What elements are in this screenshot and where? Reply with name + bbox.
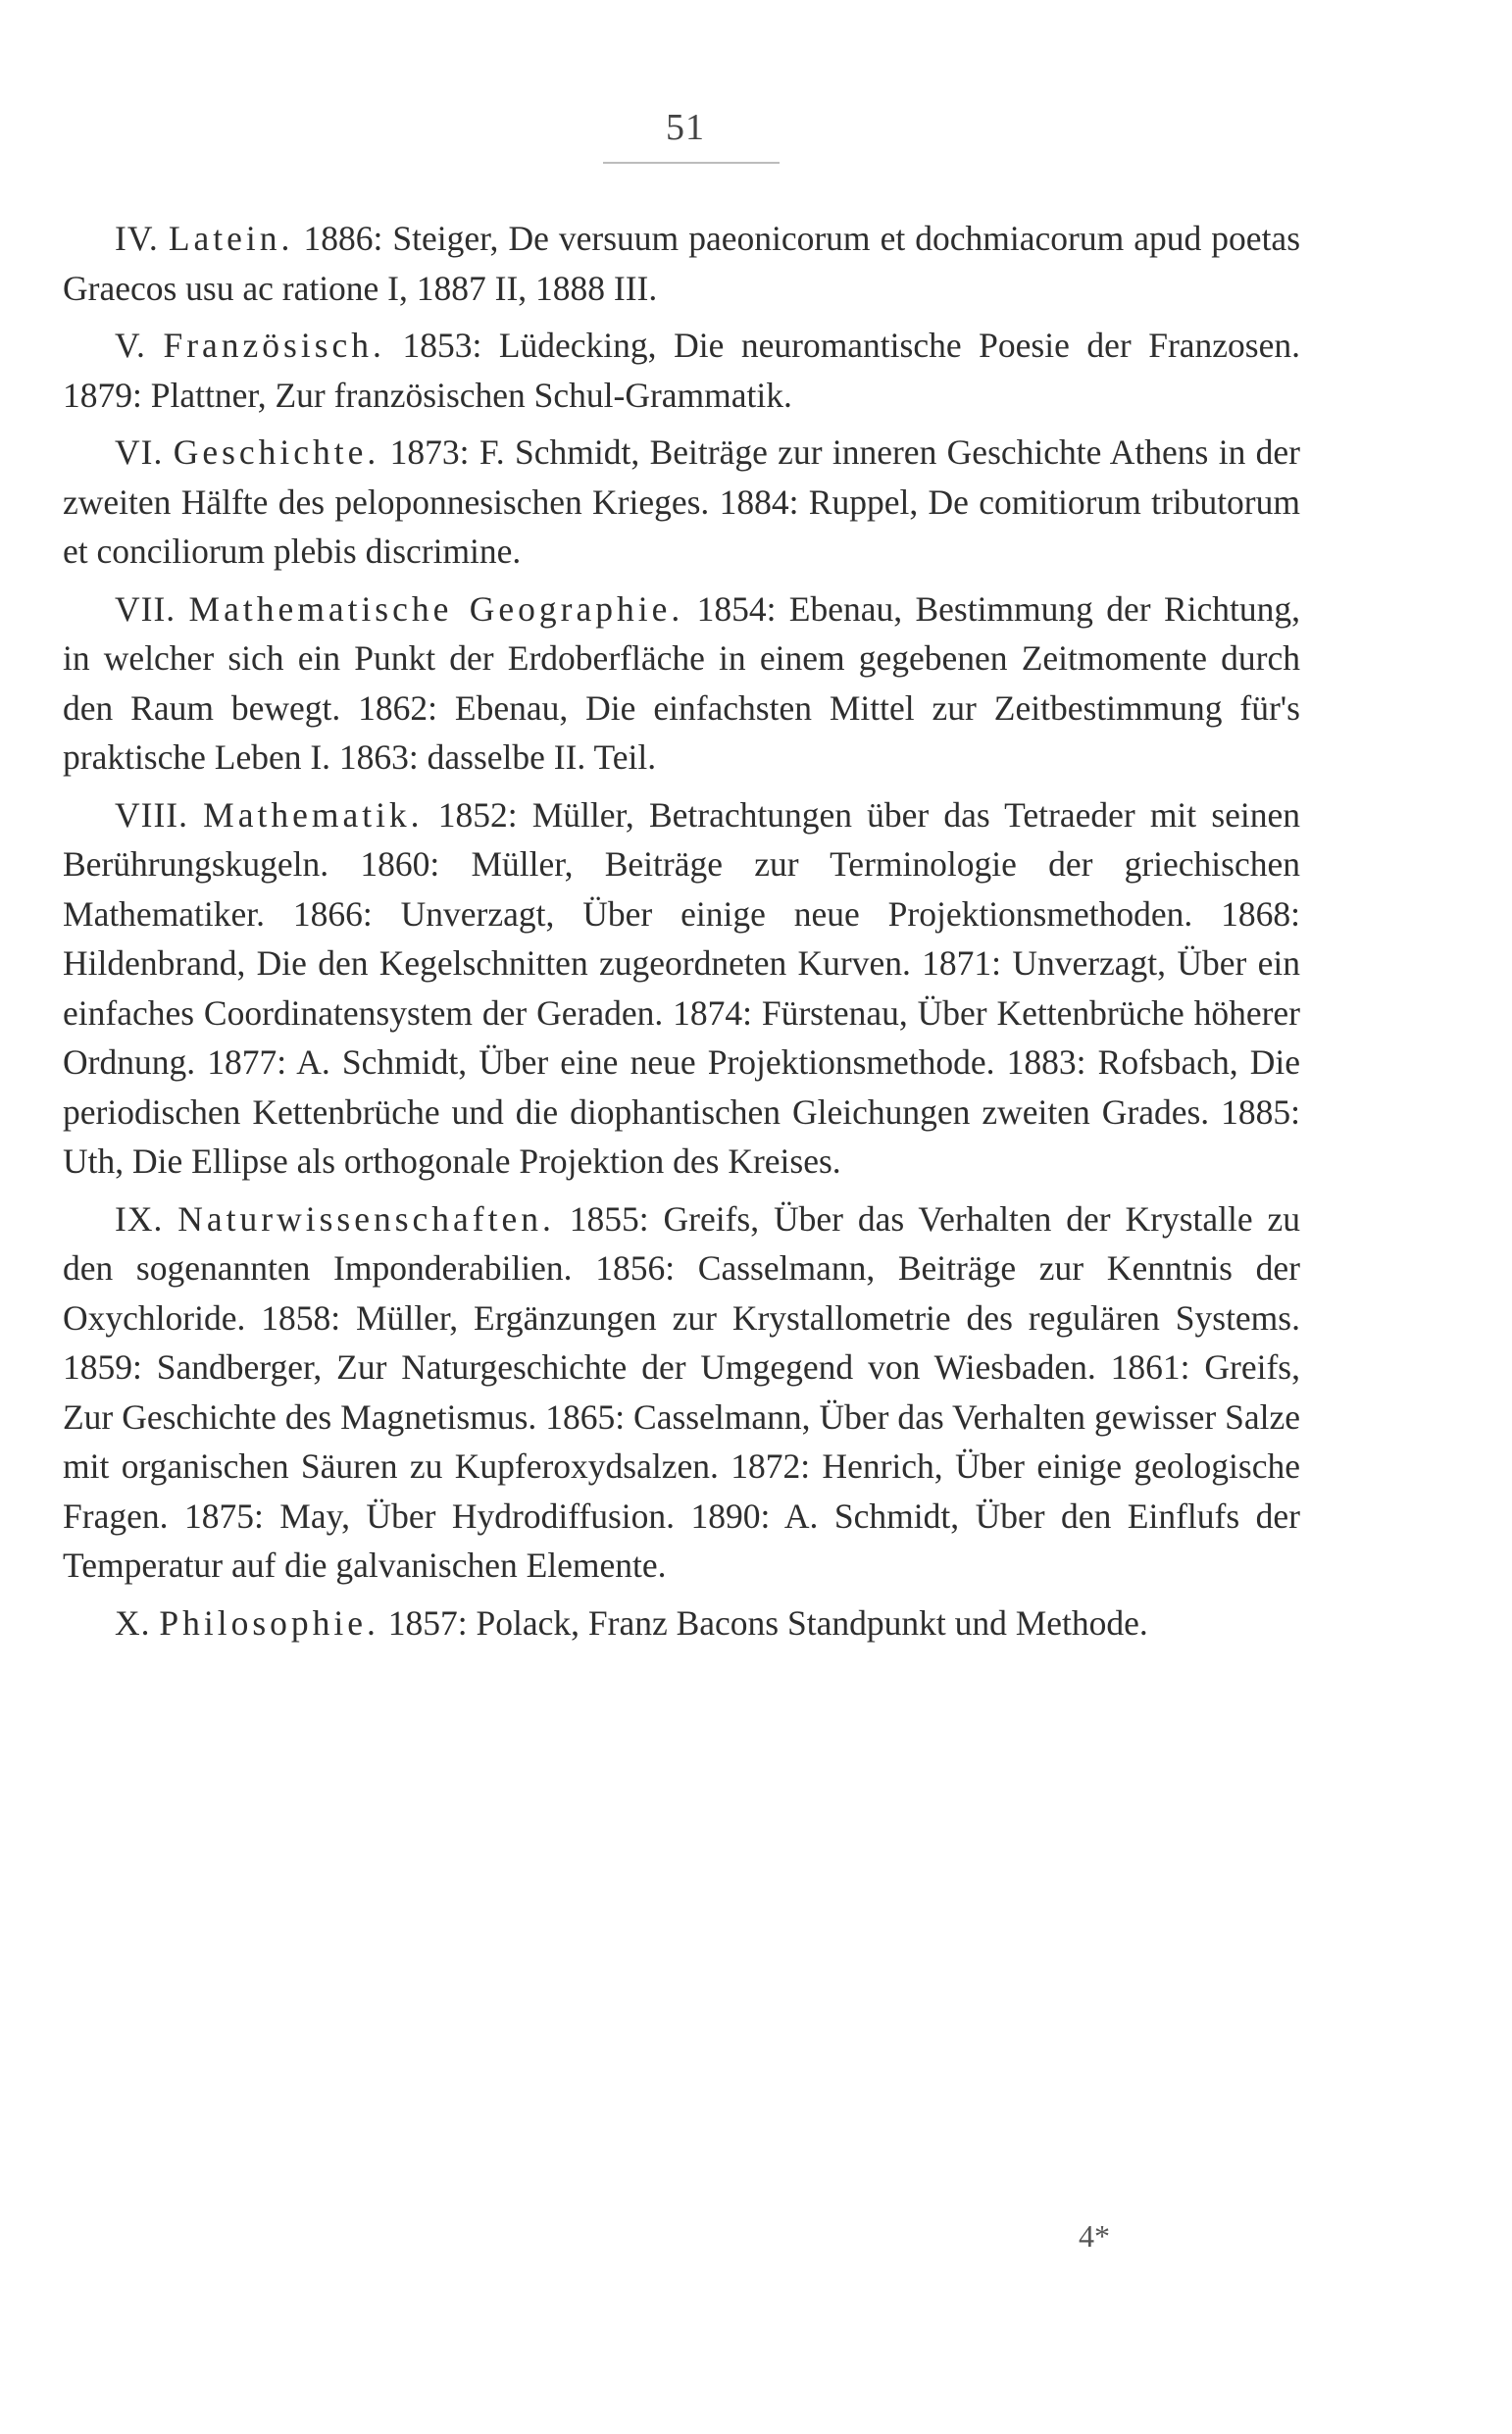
section-subject: Mathematik. bbox=[203, 794, 424, 835]
section-geschichte bbox=[63, 428, 1300, 577]
section-mathematik bbox=[63, 790, 1300, 1187]
section-text: 1857: Polack, Franz Bacons Standpunkt und Methode. bbox=[387, 1602, 1148, 1643]
section-philosophie bbox=[63, 1598, 1300, 1648]
section-text: 1853: Lüdecking, Die neuromantische Poesie der Franzosen. 1879: Plattner, Zur französischen Schul-Grammatik. bbox=[63, 326, 1300, 415]
signature-mark: 4* bbox=[1079, 2218, 1110, 2254]
section-subject: Naturwissenschaften. bbox=[177, 1198, 555, 1239]
section-franzoesisch bbox=[63, 321, 1300, 420]
section-subject: Geschichte. bbox=[173, 432, 380, 472]
section-text: 1873: F. Schmidt, Beiträge zur inneren Geschichte Athens in der zweiten Hälfte des peloponnesischen Krieges. 1884: Ruppel, De comitiorum tributorum et conciliorum plebis discrimine. bbox=[63, 432, 1300, 571]
header-rule bbox=[603, 162, 780, 164]
section-numeral: IV. bbox=[115, 219, 159, 258]
section-text: 1886: Steiger, De versuum paeonicorum et dochmiacorum apud poetas Graecos usu ac ratione I, 1887 II, 1888 III. bbox=[63, 219, 1301, 308]
section-text: 1852: Müller, Betrachtungen über das Tetraeder mit seinen Berührungskugeln. 1860: Müller, Beiträge zur Terminologie der griechischen Mathematiker. 1866: Unverzagt, Über einige neue Projektionsmethoden. 1868: Hildenbrand, Die den Kegelschnitten zugeordneten Kurven. 1871: Unverzagt, Über ein einfaches Coordinatensystem der Geraden. 1874: Fürstenau, Über Kettenbrüche höherer Ordnung. 1877: A. Schmidt, Über eine neue Projektionsmethode. 1883: Rofsbach, Die periodischen Kettenbrüche und die diophantischen Gleichungen zweiten Grades. 1885: Uth, Die Ellipse als orthogonale Projektion des Kreises. bbox=[63, 794, 1301, 1181]
section-naturwissenschaften bbox=[63, 1194, 1300, 1591]
document-body bbox=[63, 214, 1300, 1655]
section-subject: Mathematische Geographie. bbox=[188, 588, 684, 629]
section-subject: Latein. bbox=[168, 219, 294, 258]
section-latein bbox=[63, 214, 1300, 313]
section-subject: Philosophie. bbox=[159, 1602, 379, 1643]
section-numeral: V. bbox=[115, 326, 146, 365]
section-numeral: X. bbox=[115, 1602, 151, 1643]
section-numeral: VIII. bbox=[115, 794, 188, 835]
section-text: 1855: Greifs, Über das Verhalten der Krystalle zu den sogenannten Imponderabilien. 1856: Casselmann, Beiträge zur Kenntnis der Oxychloride. 1858: Müller, Ergänzungen zur Krystallometrie des regulären Systems. 1859: Sandberger, Zur Naturgeschichte der Umgegend von Wiesbaden. 1861: Greifs, Zur Geschichte des Magnetismus. 1865: Casselmann, Über das Verhalten gewisser Salze mit organischen Säuren zu Kupferoxydsalzen. 1872: Henrich, Über einige geologische Fragen. 1875: May, Über Hydrodiffusion. 1890: A. Schmidt, Über den Einflufs der Temperatur auf die galvanischen Elemente. bbox=[63, 1198, 1301, 1585]
section-numeral: IX. bbox=[115, 1198, 164, 1239]
page-number: 51 bbox=[666, 107, 705, 148]
section-subject: Französisch. bbox=[163, 326, 385, 365]
section-numeral: VI. bbox=[115, 432, 164, 472]
section-text: 1854: Ebenau, Bestimmung der Richtung, in welcher sich ein Punkt der Erdoberfläche in einem gegebenen Zeitmomente durch den Raum bewegt. 1862: Ebenau, Die einfachsten Mittel zur Zeitbestimmung für's praktische Leben I. 1863: dasselbe II. Teil. bbox=[63, 588, 1300, 777]
section-numeral: VII. bbox=[115, 588, 176, 629]
section-mathematische-geographie bbox=[63, 584, 1300, 783]
